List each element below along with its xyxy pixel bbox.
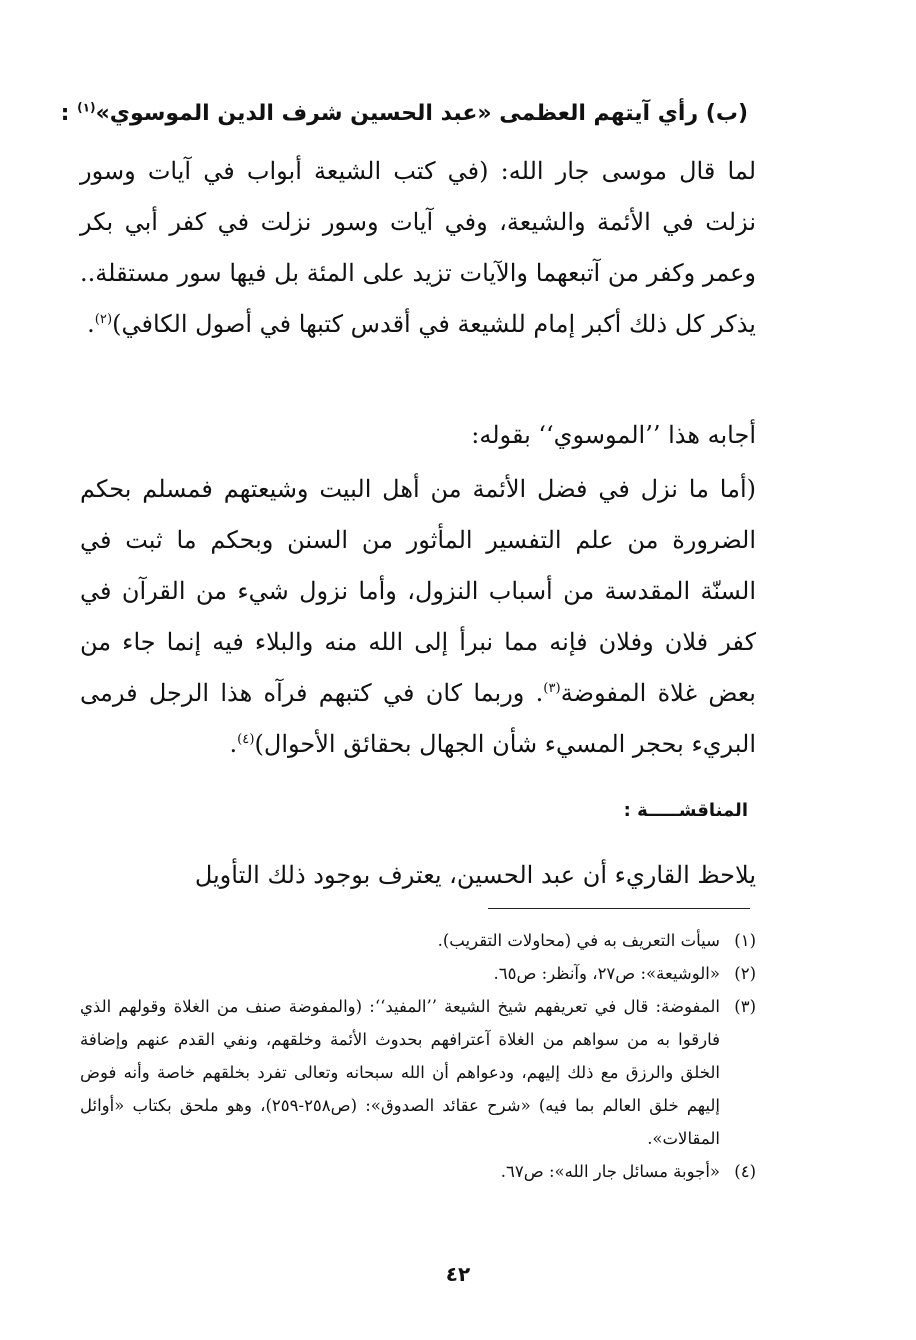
- footnote-number: (٢): [734, 964, 756, 983]
- answer-note-ref-b: (٤): [237, 732, 255, 747]
- footnote-1: [80, 924, 756, 957]
- discussion-paragraph: يلاحظ القاريء أن عبد الحسين، يعترف بوجود ذلك التأويل: [194, 861, 756, 889]
- footnotes-section: [80, 924, 756, 1188]
- footnote-number: (٤): [734, 1162, 756, 1181]
- footnote-text: «الوشيعة»: ص٢٧، وآنظر: ص٦٥.: [493, 964, 720, 983]
- quote-tail: .: [87, 310, 95, 338]
- footnote-3: [80, 990, 756, 1155]
- quote-note-ref: (٢): [94, 312, 113, 327]
- heading-note-ref: (١): [77, 100, 96, 115]
- answer-text-a: (أما ما نزل في فضل الأئمة من أهل البيت وشيعتهم فمسلم بحكم الضرورة من علم التفسير المأثور من السنن وبحكم ما ثبت في السنّة المقدسة من أسباب النزول، وأما نزول شيء من القرآن في كفر فلان وفلان فإنه مما نبرأ إلى الله منه والبلاء فيه إنما جاء من بعض غلاة المفوضة: [80, 475, 757, 707]
- footnote-text: «أجوبة مسائل جار الله»: ص٦٧.: [500, 1162, 720, 1181]
- answer-tail: .: [229, 730, 238, 758]
- footnote-2: [80, 957, 756, 990]
- footnote-text: المفوضة: قال في تعريفهم شيخ الشيعة ’’المفيد‘‘: (والمفوضة صنف من الغلاة وقولهم الذي فارقوا به من سواهم من الغلاة آعترافهم بحدوث الأئمة وخلقهم، ونفي القدم عنهم وإضافة الخلق والرزق مع ذلك إليهم، ودعواهم أن الله سبحانه وتعالى تفرد بخلقهم خاصة وأنه فوض إليهم خلق العالم بما فيه) «شرح عقائد الصدوق»: (ص٢٥٨-٢٥٩)، وهو ملحق بكتاب «أوائل المقالات».: [80, 997, 721, 1148]
- footnote-4: [80, 1155, 756, 1188]
- answer-intro: أجابه هذا ’’الموسوي‘‘ بقوله:: [471, 421, 756, 449]
- answer-paragraph: [80, 464, 756, 770]
- footnote-number: (٣): [734, 997, 756, 1016]
- page-number: ٤٢: [445, 1262, 471, 1286]
- footnote-text: سيأت التعريف به في (محاولات التقريب).: [437, 931, 720, 950]
- heading-text: (ب) رأي آيتهم العظمى «عبد الحسين شرف الدين الموسوي»: [95, 101, 748, 126]
- quote-text: لما قال موسى جار الله: (في كتب الشيعة أبواب في آيات وسور نزلت في الأئمة والشيعة، وفي آيات وسور نزلت في كفر أبي بكر وعمر وكفر من آتبعهما والآيات تزيد على المئة بل فيها سور مستقلة.. يذكر كل ذلك أكبر إمام للشيعة في أقدس كتبها في أصول الكافي): [80, 157, 756, 338]
- footnote-number: (١): [734, 931, 756, 950]
- answer-note-ref-a: (٣): [543, 681, 561, 696]
- heading-colon: :: [60, 101, 78, 126]
- discussion-heading: المناقشـــــة :: [623, 800, 748, 821]
- quote-paragraph: [80, 146, 756, 350]
- answer-text-b: . وربما كان في كتبهم فرآه هذا الرجل فرمى البريء بحجر المسيء شأن الجهال بحقائق الأحوال): [80, 679, 756, 758]
- section-heading: [60, 96, 748, 132]
- footnote-separator: [488, 908, 750, 909]
